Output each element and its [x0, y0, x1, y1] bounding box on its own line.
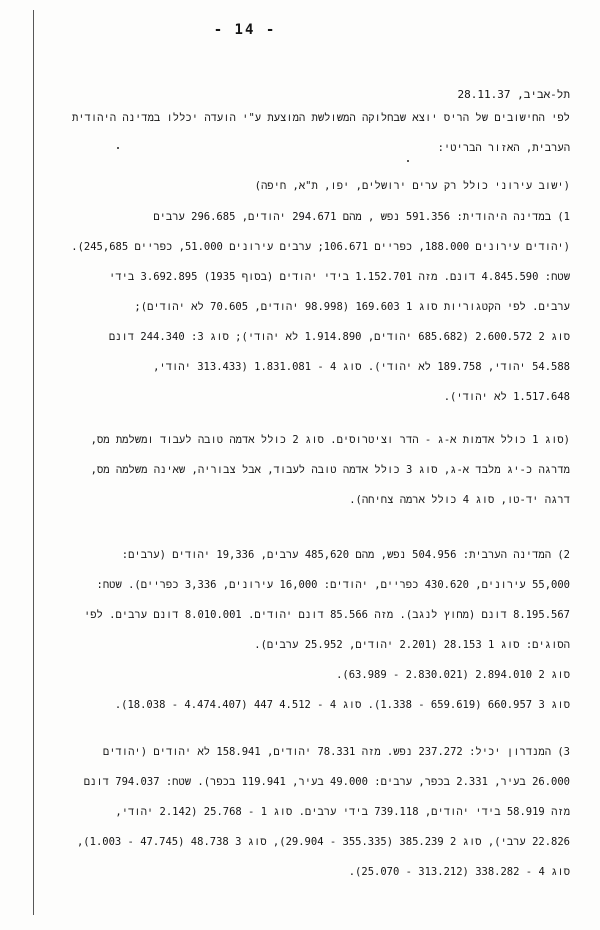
- text-line: (יהודים עירונים 188.000, כפריים 106.671; ערבים עירונים 51.000, כפריים 245,685).: [71, 241, 570, 253]
- note-urban-cities: [42, 171, 570, 201]
- text-line: סוג 2 2.600.572 (685.682 יהודים, 1.914.890 לא יהודי); סוג 3: 244.340 דונם: [108, 331, 570, 343]
- text-line: שטח: 4.845.590 דונם. מזה 1.152.701 בידי יהודים (בסוף 1935) 3.692.895 בידי: [109, 271, 570, 283]
- text-line: 1.517.648 לא יהודי).: [443, 391, 570, 403]
- section-mandate-zone: [42, 737, 570, 887]
- text-line: סוג 3 660.957 (659.619 - 1.338). סוג 4 - 4.512 447 (4.474.407 - 18.038).: [114, 699, 570, 711]
- section-jewish-state: [42, 202, 570, 412]
- text-line: 2) המדינה הערבית: 504.956 נפש, מהם 485,620 ערבים, 19,336 יהודים (ערבים:: [121, 549, 570, 561]
- text-line: ערבים. לפי הקטגוריות סוג 1 169.603 (98.998 יהודים, 70.605 לא יהודים);: [134, 301, 570, 313]
- text-line: הסוגים: סוג 1 28.153 (2.201 יהודים, 25.952 ערבים).: [254, 639, 570, 651]
- text-line: מזה 58.919 בידי יהודים, 739.118 בידי ערבים. סוג 1 - 25.768 (2.142 יהודי,: [115, 806, 570, 818]
- text-line: 1) במדינה היהודית: 591.356 נפש , מהם 294.671 יהודים, 296.685 ערבים: [153, 211, 570, 223]
- date-line: תל-אביב, 28.11.37: [457, 88, 570, 101]
- text-line: סוג 2 2.894.010 (2.830.021 - 63.989).: [336, 669, 570, 681]
- text-line: 8.195.567 דונם (מחוץ לנגב). מזה 85.566 דונם יהודים. 8.010.001 דונם ערבים. לפי: [83, 609, 570, 621]
- ink-speck: [407, 160, 409, 162]
- intro-paragraph: [42, 103, 570, 163]
- text-line: 54.588 יהודי, 189.758 לא יהודי). סוג 4 - 1.831.081 (313.433 יהודי,: [153, 361, 570, 373]
- page-number: - 14 -: [213, 22, 277, 38]
- text-line: 22.826 ערבי), סוג 2 385.239 (355.335 - 29.904), סוג 3 48.738 (47.745 - 1.003),: [76, 836, 570, 848]
- page-edge-line: [33, 10, 34, 915]
- ink-speck: [117, 147, 119, 149]
- text-line: דרגה יד-טו, סוג 4 כולל ארמה צחיחה).: [349, 494, 570, 506]
- text-line: (ישוב עירוני כולל רק ערים ירושלים, יפו, ת"א, חיפה): [254, 180, 570, 192]
- text-line: 3) המנדרון יכיל: 237.272 נפש. מזה 78.331 יהודים, 158.941 לא יהודים (יהודים: [102, 746, 570, 758]
- note-land-categories: [42, 425, 570, 515]
- text-line: סוג 4 - 338.282 (313.212 - 25.070).: [348, 866, 570, 878]
- section-arab-state: [42, 540, 570, 720]
- text-line: לפי החישובים של הריס יוצא שבחלוקה המשולשת המוצעת ע"י הועדה יכללו במדינה היהודית: [71, 112, 570, 124]
- text-line: 55,000 עירונים, 430.620 כפריים, יהודים: 16,000 עירונים, 3,336 כפריים). שטח:: [96, 579, 570, 591]
- text-line: 26.000 בעיר, 2.331 בכפר, ערבים: 49.000 בעיר, 119.941 בכפר). שטח: 794.037 דונם: [83, 776, 570, 788]
- text-line: הערבית, האזור הבריטי:: [437, 142, 570, 154]
- text-line: מדרגה כ-יג מלבד א-ג, סוג 3 כולל אדמה טובה לעבוד, אבל צבוריה, שאינה משלמה מס,: [90, 464, 570, 476]
- text-line: (סוג 1 כולל אדמות א-ג - הדר וציטרוסים. סוג 2 כולל אדמה טובה לעבוד ומשלמת מס,: [90, 434, 570, 446]
